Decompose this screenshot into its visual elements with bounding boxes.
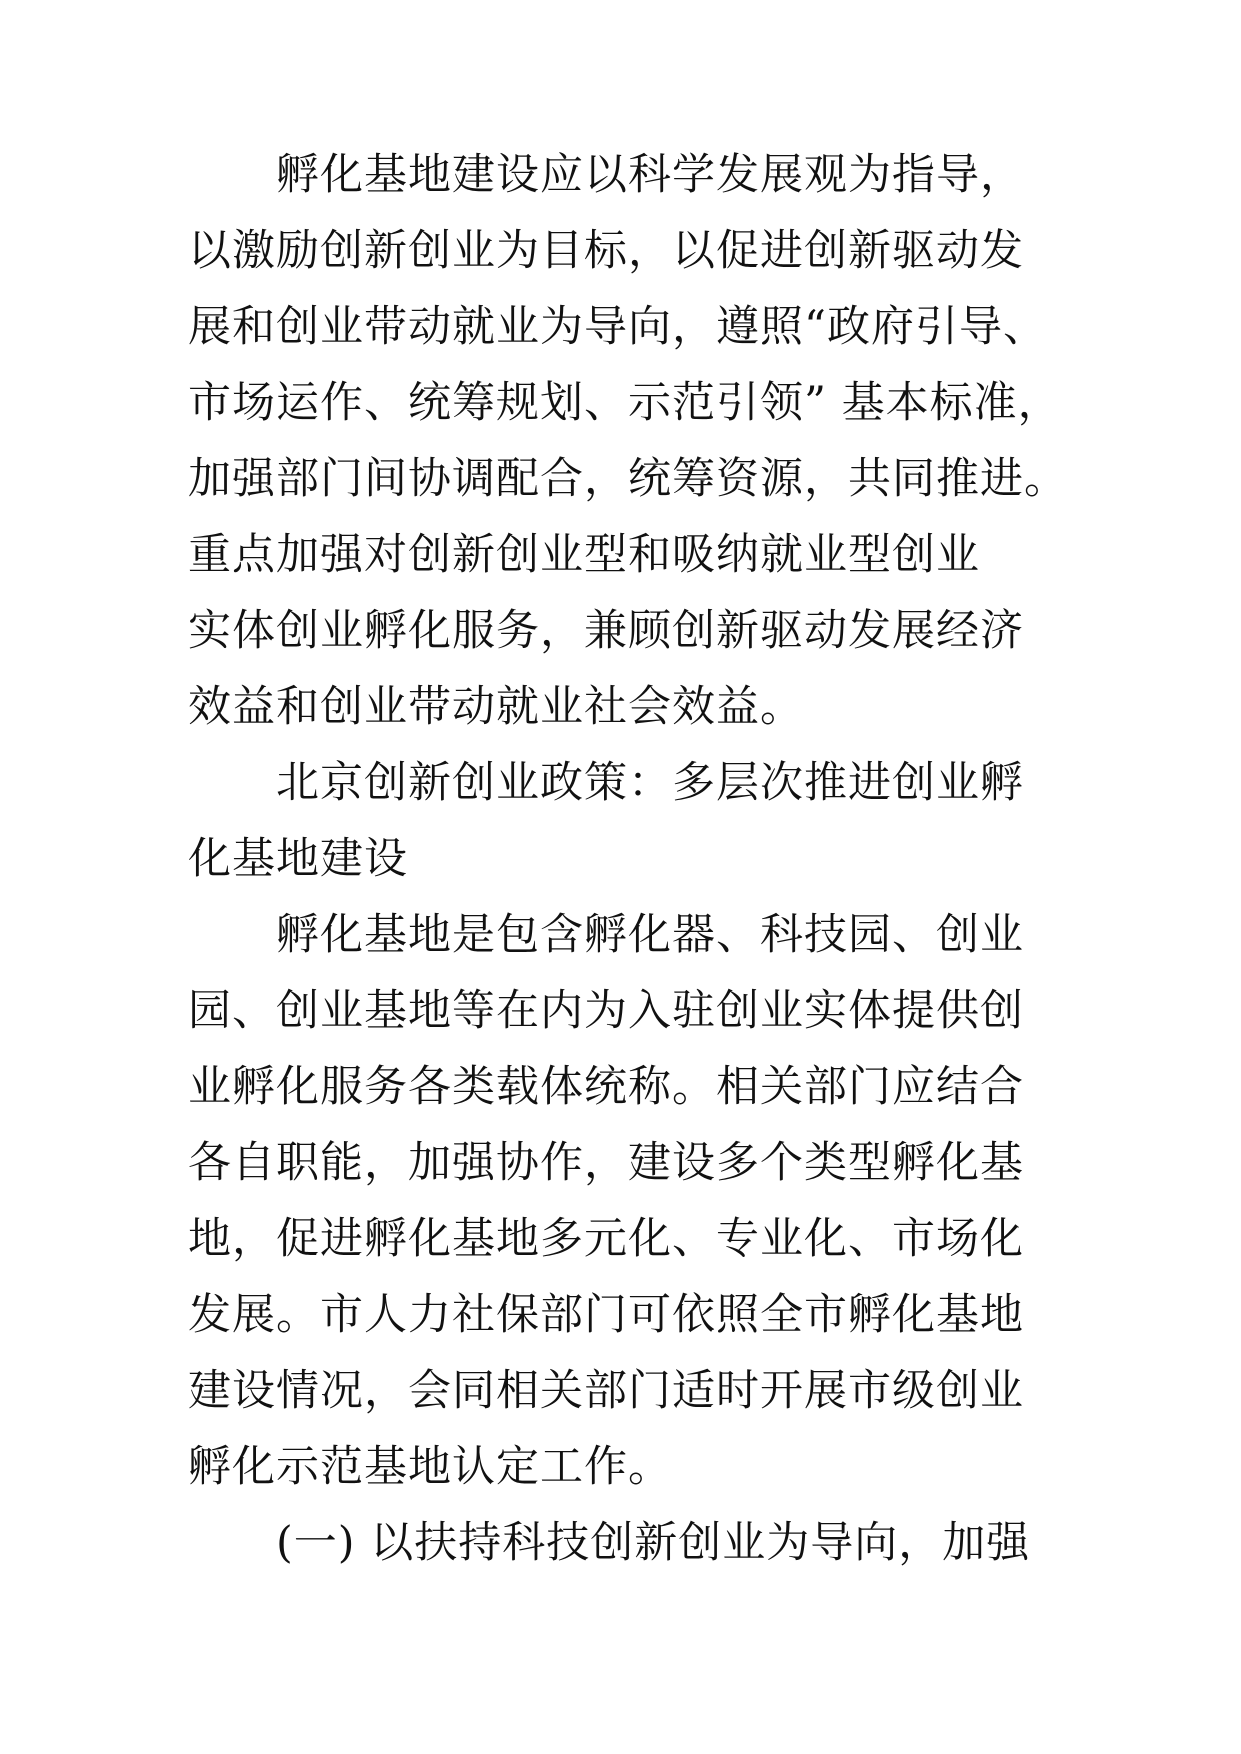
paragraph-line: 加强部门间协调配合，统筹资源，共同推进。: [188, 454, 1068, 504]
paragraph-line: 展和创业带动就业为导向，遵照“政府引导、: [188, 302, 1047, 352]
paragraph-line: 孵化示范基地认定工作。: [188, 1442, 672, 1492]
paragraph-line: 地，促进孵化基地多元化、专业化、市场化: [188, 1214, 1024, 1264]
paragraph-line: 孵化基地建设应以科学发展观为指导，: [276, 150, 1024, 200]
section-heading-line: 化基地建设: [188, 834, 408, 884]
paragraph-line: 建设情况，会同相关部门适时开展市级创业: [188, 1366, 1024, 1416]
paragraph-line: 园、创业基地等在内为入驻创业实体提供创: [188, 986, 1024, 1036]
paragraph-line: 重点加强对创新创业型和吸纳就业型创业: [188, 530, 980, 580]
subsection-heading-line: (一) 以扶持科技创新创业为导向，加强: [276, 1518, 1031, 1568]
paragraph-line: 以激励创新创业为目标，以促进创新驱动发: [188, 226, 1024, 276]
paragraph-line: 业孵化服务各类载体统称。相关部门应结合: [188, 1062, 1024, 1112]
paragraph-line: 市场运作、统筹规划、示范引领” 基本标准，: [188, 378, 1062, 428]
paragraph-line: 发展。市人力社保部门可依照全市孵化基地: [188, 1290, 1024, 1340]
paragraph-line: 孵化基地是包含孵化器、科技园、创业: [276, 910, 1024, 960]
section-heading-line: 北京创新创业政策：多层次推进创业孵: [276, 758, 1024, 808]
paragraph-line: 实体创业孵化服务，兼顾创新驱动发展经济: [188, 606, 1024, 656]
paragraph-line: 效益和创业带动就业社会效益。: [188, 682, 804, 732]
paragraph-line: 各自职能，加强协作，建设多个类型孵化基: [188, 1138, 1024, 1188]
